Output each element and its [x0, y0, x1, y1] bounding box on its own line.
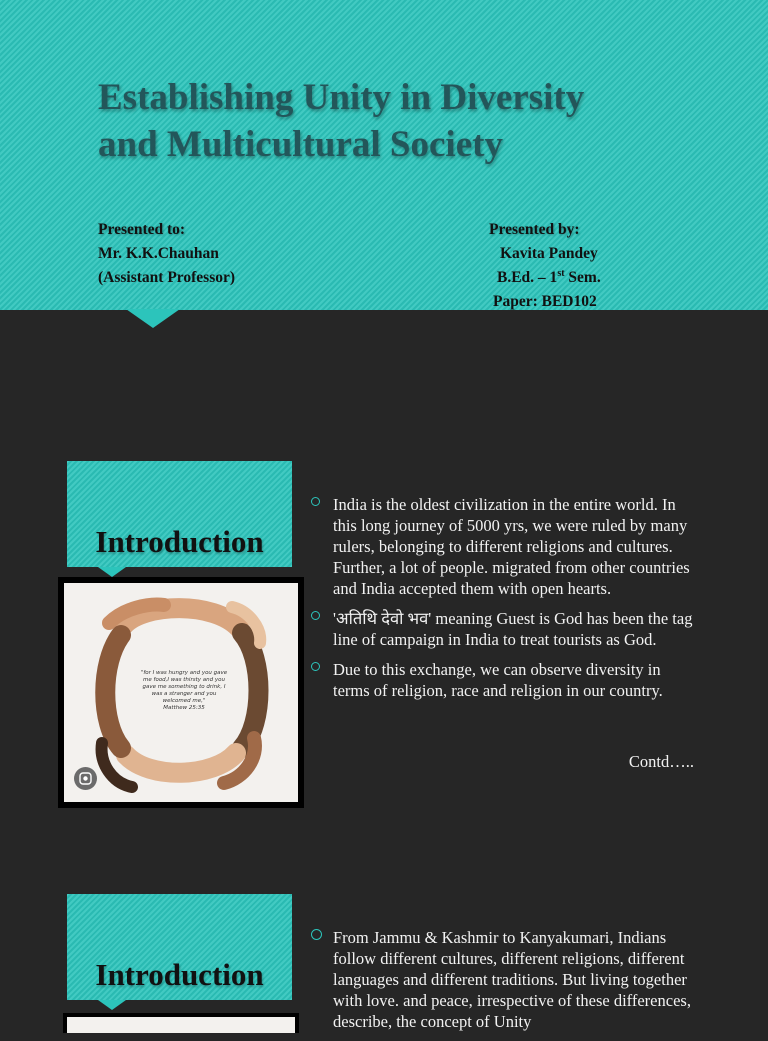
intro-2-image: [67, 1017, 295, 1033]
google-lens-icon[interactable]: [74, 767, 97, 790]
bullet-circle-icon: [311, 611, 320, 620]
presented-by-course: [489, 266, 601, 290]
title-line-1: Establishing Unity in Diversity: [98, 77, 585, 118]
intro-2-heading: Introduction: [95, 957, 264, 992]
bullet-circle-icon: [311, 497, 320, 506]
intro-1-header-pointer: [98, 567, 126, 577]
lens-glyph-icon: [79, 772, 92, 785]
presented-by-label: Presented by:: [489, 221, 580, 238]
course-prefix: B.Ed. – 1: [497, 269, 558, 286]
presented-by-paper: Paper: BED102: [493, 293, 597, 310]
intro-1-bullet: [311, 494, 695, 599]
presented-by-name: Kavita Pandey: [500, 245, 598, 262]
bullet-circle-icon: [311, 929, 322, 940]
intro-1-bullet: [311, 608, 695, 650]
continued-label: Contd…..: [628, 752, 694, 771]
intro-1-heading: Introduction: [95, 524, 264, 559]
intro-1-bullet-list: [311, 494, 695, 710]
intro-2-image-frame: [63, 1013, 299, 1033]
course-suffix: Sem.: [564, 269, 601, 286]
bullet-circle-icon: [311, 662, 320, 671]
intro-1-bullet: [311, 659, 695, 701]
intro-1-header-box: [67, 461, 292, 567]
bullet-text: India is the oldest civilization in the entire world. In this long journey of 5000 yrs, we were ruled by many rulers, belonging to different religions and cultures. Further, a lot of people. migrated from other countries and India accepted them with open hearts.: [333, 495, 690, 598]
presented-by-block: [489, 218, 601, 314]
bullet-text: From Jammu & Kashmir to Kanyakumari, Indians follow different cultures, different religions, different languages and different traditions. But living together with love. and peace, irrespective of these differences, describe, the concept of Unity: [333, 928, 691, 1031]
intro-2-bullet: [311, 927, 695, 1032]
intro-2-header-box: [67, 894, 292, 1000]
course-sup: st: [557, 267, 565, 279]
title-line-2: and Multicultural Society: [98, 124, 503, 165]
title-slide: [0, 0, 768, 310]
image-quote-text: "for I was hungry and you gave me food,I was thirsty and you gave me something to drink, I was a stranger and you welcomed me,": [140, 670, 228, 704]
image-quote-ref: Matthew 25:35: [163, 705, 205, 711]
bullet-text: 'अतिथि देवो भव' meaning Guest is God has been the tag line of campaign in India to treat tourists as God.: [333, 609, 693, 649]
presented-to-name: Mr. K.K.Chauhan: [98, 245, 219, 262]
presented-to-label: Presented to:: [98, 221, 186, 238]
hands-circle-image: [64, 583, 298, 802]
hands-image-frame: [58, 577, 304, 808]
presented-to-role: (Assistant Professor): [98, 269, 236, 286]
title-slide-pointer: [126, 309, 180, 328]
presentation-title: [98, 74, 698, 168]
intro-2-header-pointer: [98, 1000, 126, 1010]
image-quote: [140, 670, 228, 712]
bullet-text: Due to this exchange, we can observe diversity in terms of religion, race and religion in our country.: [333, 660, 663, 700]
presented-to-block: [98, 218, 235, 290]
